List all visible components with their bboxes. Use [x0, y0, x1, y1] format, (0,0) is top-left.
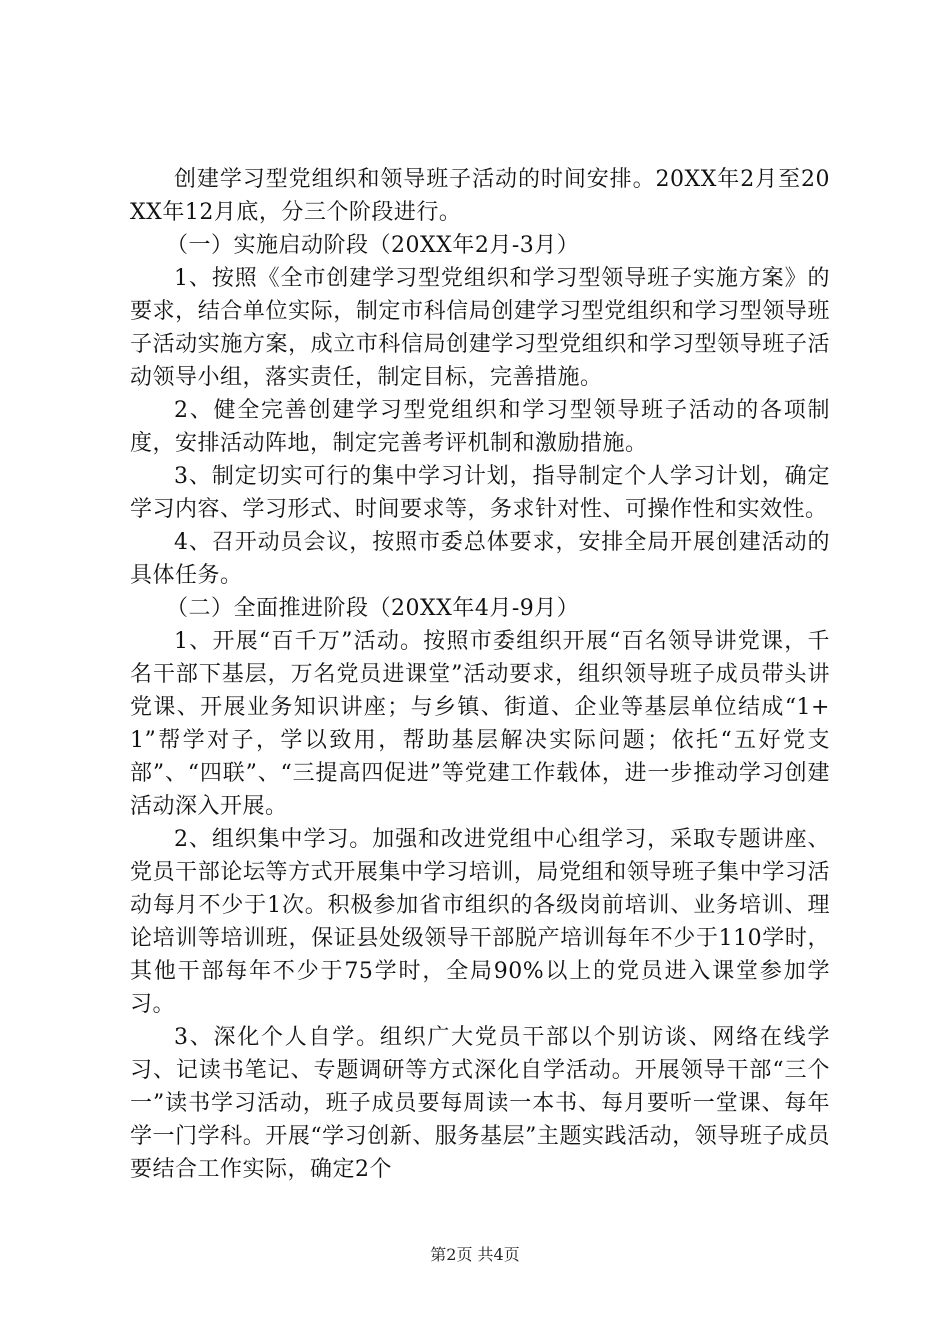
paragraph: 1、按照《全市创建学习型党组织和学习型领导班子实施方案》的要求，结合单位实际，制定市科信局创建学习型党组织和学习型领导班子活动实施方案，成立市科信局创建学习型党组织和学习型领导班子活动领导小组，落实责任，制定目标，完善措施。	[130, 266, 830, 390]
page-footer	[0, 1245, 950, 1265]
paragraph: 2、健全完善创建学习型党组织和学习型领导班子活动的各项制度，安排活动阵地，制定完善考评机制和激励措施。	[130, 398, 830, 456]
paragraph: 创建学习型党组织和领导班子活动的时间安排。20XX年2月至20XX年12月底，分三个阶段进行。	[130, 167, 830, 225]
section-heading: （一）实施启动阶段（20XX年2月-3月）	[166, 233, 580, 258]
document-body	[130, 163, 830, 1186]
paragraph: 3、制定切实可行的集中学习计划，指导制定个人学习计划，确定学习内容、学习形式、时间要求等，务求针对性、可操作性和实效性。	[130, 464, 830, 522]
paragraph: 3、深化个人自学。组织广大党员干部以个别访谈、网络在线学习、记读书笔记、专题调研等方式深化自学活动。开展领导干部“三个一”读书学习活动，班子成员要每周读一本书、每月要听一堂课、每年学一门学科。开展“学习创新、服务基层”主题实践活动，领导班子成员要结合工作实际，确定2个	[130, 1025, 830, 1182]
paragraph: 1、开展“百千万”活动。按照市委组织开展“百名领导讲党课，千名干部下基层，万名党员进课堂”活动要求，组织领导班子成员带头讲党课、开展业务知识讲座；与乡镇、街道、企业等基层单位结成“1+1”帮学对子，学以致用，帮助基层解决实际问题；依托“五好党支部”、“四联”、“三提高四促进”等党建工作载体，进一步推动学习创建活动深入开展。	[130, 629, 830, 819]
section-heading: （二）全面推进阶段（20XX年4月-9月）	[166, 596, 580, 621]
paragraph: 2、组织集中学习。加强和改进党组中心组学习，采取专题讲座、党员干部论坛等方式开展集中学习培训，局党组和领导班子集中学习活动每月不少于1次。积极参加省市组织的各级岗前培训、业务培训、理论培训等培训班，保证县处级领导干部脱产培训每年不少于110学时，其他干部每年不少于75学时，全局90%以上的党员进入课堂参加学习。	[130, 827, 830, 1017]
paragraph: 4、召开动员会议，按照市委总体要求，安排全局开展创建活动的具体任务。	[130, 530, 830, 588]
page-number: 第2页 共4页	[430, 1245, 520, 1264]
